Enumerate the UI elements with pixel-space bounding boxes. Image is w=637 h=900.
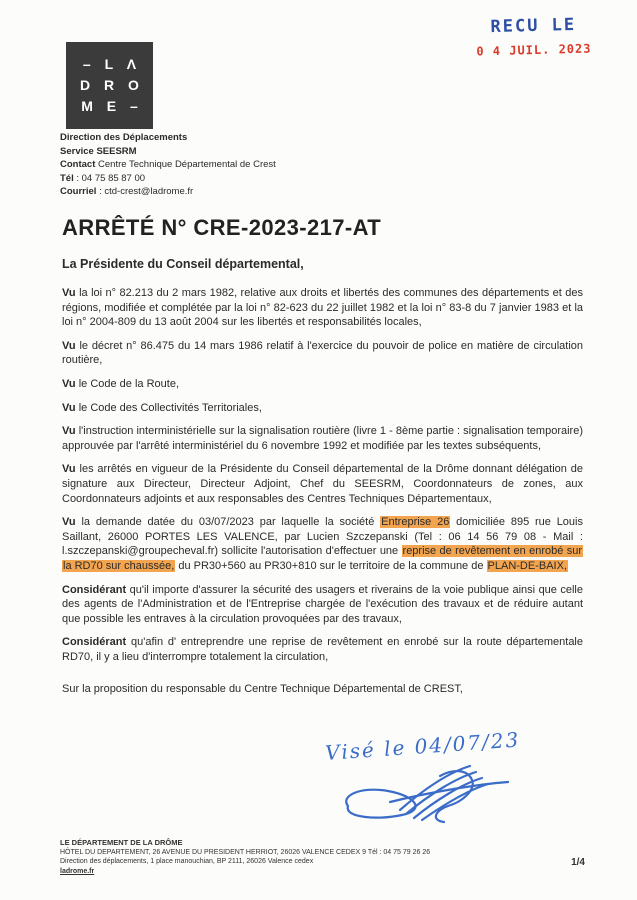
text-segment: le décret n° 86.475 du 14 mars 1986 relatif à l'exercice du pouvoir de police en matière de circulation routière, xyxy=(62,339,583,367)
logo-line: – L Λ xyxy=(82,56,142,72)
footer-department-name: LE DÉPARTEMENT DE LA DRÔME xyxy=(60,838,183,847)
text-segment: Considérant xyxy=(62,636,127,649)
footer-direction-line: Direction des déplacements, 1 place manouchian, BP 2111, 26026 Valence cedex xyxy=(60,858,314,865)
paragraph xyxy=(62,286,583,330)
paragraph xyxy=(62,377,583,392)
contact-label: Contact xyxy=(60,159,96,171)
text-segment: domiciliée 895 rue Louis Saillant, 26000 PORTES LES VALENCE, par Lucien Szczepanski (Tel : 06 14 56 79 08 - Mail : l.szczepanski@groupecheval.fr) sollicite l'autorisation d'effectuer une xyxy=(62,516,583,558)
paragraph xyxy=(62,424,583,453)
page-number: 1/4 xyxy=(571,857,585,868)
highlighted-text: reprise de revêtement en enrobé sur la RD70 sur chaussée, xyxy=(63,545,582,572)
courriel-label: Courriel xyxy=(60,186,97,198)
tel-label: Tél xyxy=(60,172,74,184)
text-segment: Sur la proposition du responsable du Centre Technique Départemental de CREST, xyxy=(62,683,463,696)
paragraph xyxy=(62,401,583,416)
tel-value: : 04 75 85 87 00 xyxy=(73,172,146,184)
text-segment: Vu xyxy=(62,401,76,414)
handwritten-visa-note: Visé le 04/07/23 xyxy=(324,727,522,765)
text-segment: Vu xyxy=(62,287,76,299)
text-segment: l'instruction interministérielle sur la signalisation routière (livre 1 - 8ème partie : signalisation temporaire) approuvée par l'arrêté interministériel du 6 novembre 1992 et modifiée par les textes subséquents, xyxy=(62,425,583,452)
highlighted-text: PLAN-DE-BAIX, xyxy=(487,559,567,572)
footer-website-link: ladrome.fr xyxy=(60,867,95,875)
logo-line: D R O xyxy=(80,77,144,93)
text-segment: Vu xyxy=(62,425,76,438)
highlighted-text: Entreprise 26 xyxy=(381,516,450,529)
sender-info-block xyxy=(60,131,276,199)
sender-contact xyxy=(60,158,276,172)
sender-direction: Direction des Déplacements xyxy=(60,132,188,143)
text-segment: les arrêtés en vigueur de la Présidente du Conseil départemental de la Drôme donnant délégation de signature aux Directeur, Directeur Adjoint, Chef du SEESRM, Coordonnateurs de zones, aux Coordonnateurs adjoints et aux responsables des Centres Techniques Départementaux, xyxy=(62,463,583,505)
paragraph xyxy=(62,339,583,368)
text-segment: le Code de la Route, xyxy=(75,377,180,390)
text-segment: Vu xyxy=(62,339,76,352)
text-segment: Vu xyxy=(62,377,76,390)
footer-address-line: HÔTEL DU DEPARTEMENT, 26 AVENUE DU PRESIDENT HERRIOT, 26026 VALENCE CEDEX 9 Tél : 04 75 79 26 26 xyxy=(60,848,431,856)
logo-line: M E – xyxy=(81,98,143,114)
sender-tel xyxy=(60,172,276,186)
text-segment: le Code des Collectivités Territoriales, xyxy=(75,401,262,414)
text-segment: qu'il importe d'assurer la sécurité des usagers et riverains de la voie publique ainsi que celle des agents de l'Administration et de l'Entreprise chargée de l'exécution des travaux et de réduire autant que possible les entraves à la circulation provoquées par des travaux, xyxy=(62,583,583,625)
paragraph xyxy=(62,583,583,627)
text-segment: la demande datée du 03/07/2023 par laquelle la société xyxy=(75,516,381,529)
document-title: ARRÊTÉ N° CRE-2023-217-AT xyxy=(62,215,382,240)
body-paragraphs xyxy=(62,286,583,706)
paragraph xyxy=(62,515,583,573)
salutation: La Présidente du Conseil départemental, xyxy=(62,257,304,271)
la-drome-logo xyxy=(66,42,153,129)
stamp-received-label: RECU LE xyxy=(490,14,577,38)
sender-service: Service SEESRM xyxy=(60,145,137,157)
reception-stamp xyxy=(475,14,591,58)
contact-value: Centre Technique Départemental de Crest xyxy=(95,159,276,171)
text-segment: Considérant xyxy=(62,583,127,596)
footer-block xyxy=(60,838,430,876)
text-segment: qu'afin d' entreprendre une reprise de revêtement en enrobé sur la route départementale RD70, il y a lieu d'interrompre totalement la circulation, xyxy=(62,636,583,663)
text-segment: Vu xyxy=(62,516,76,529)
courriel-value: : ctd-crest@ladrome.fr xyxy=(96,186,194,198)
text-segment: Vu xyxy=(62,463,76,476)
paragraph xyxy=(62,462,583,506)
sender-courriel xyxy=(60,185,276,199)
text-segment: la loi n° 82.213 du 2 mars 1982, relative aux droits et libertés des communes des départements et des régions, modifiée et complétée par la loi n° 82-623 du 22 juillet 1982 et la loi n° 83-8 du 7 janvier 1983 et la loi n° 2004-809 du 13 août 2004 sur les libertés et responsabilités locales, xyxy=(62,287,583,329)
text-segment: du PR30+560 au PR30+810 sur le territoire de la commune de xyxy=(175,559,487,572)
stamp-date: 0 4 JUIL. 2023 xyxy=(476,41,592,59)
paragraph xyxy=(62,682,583,697)
signature-scribble xyxy=(330,758,540,828)
paragraph xyxy=(62,635,583,664)
